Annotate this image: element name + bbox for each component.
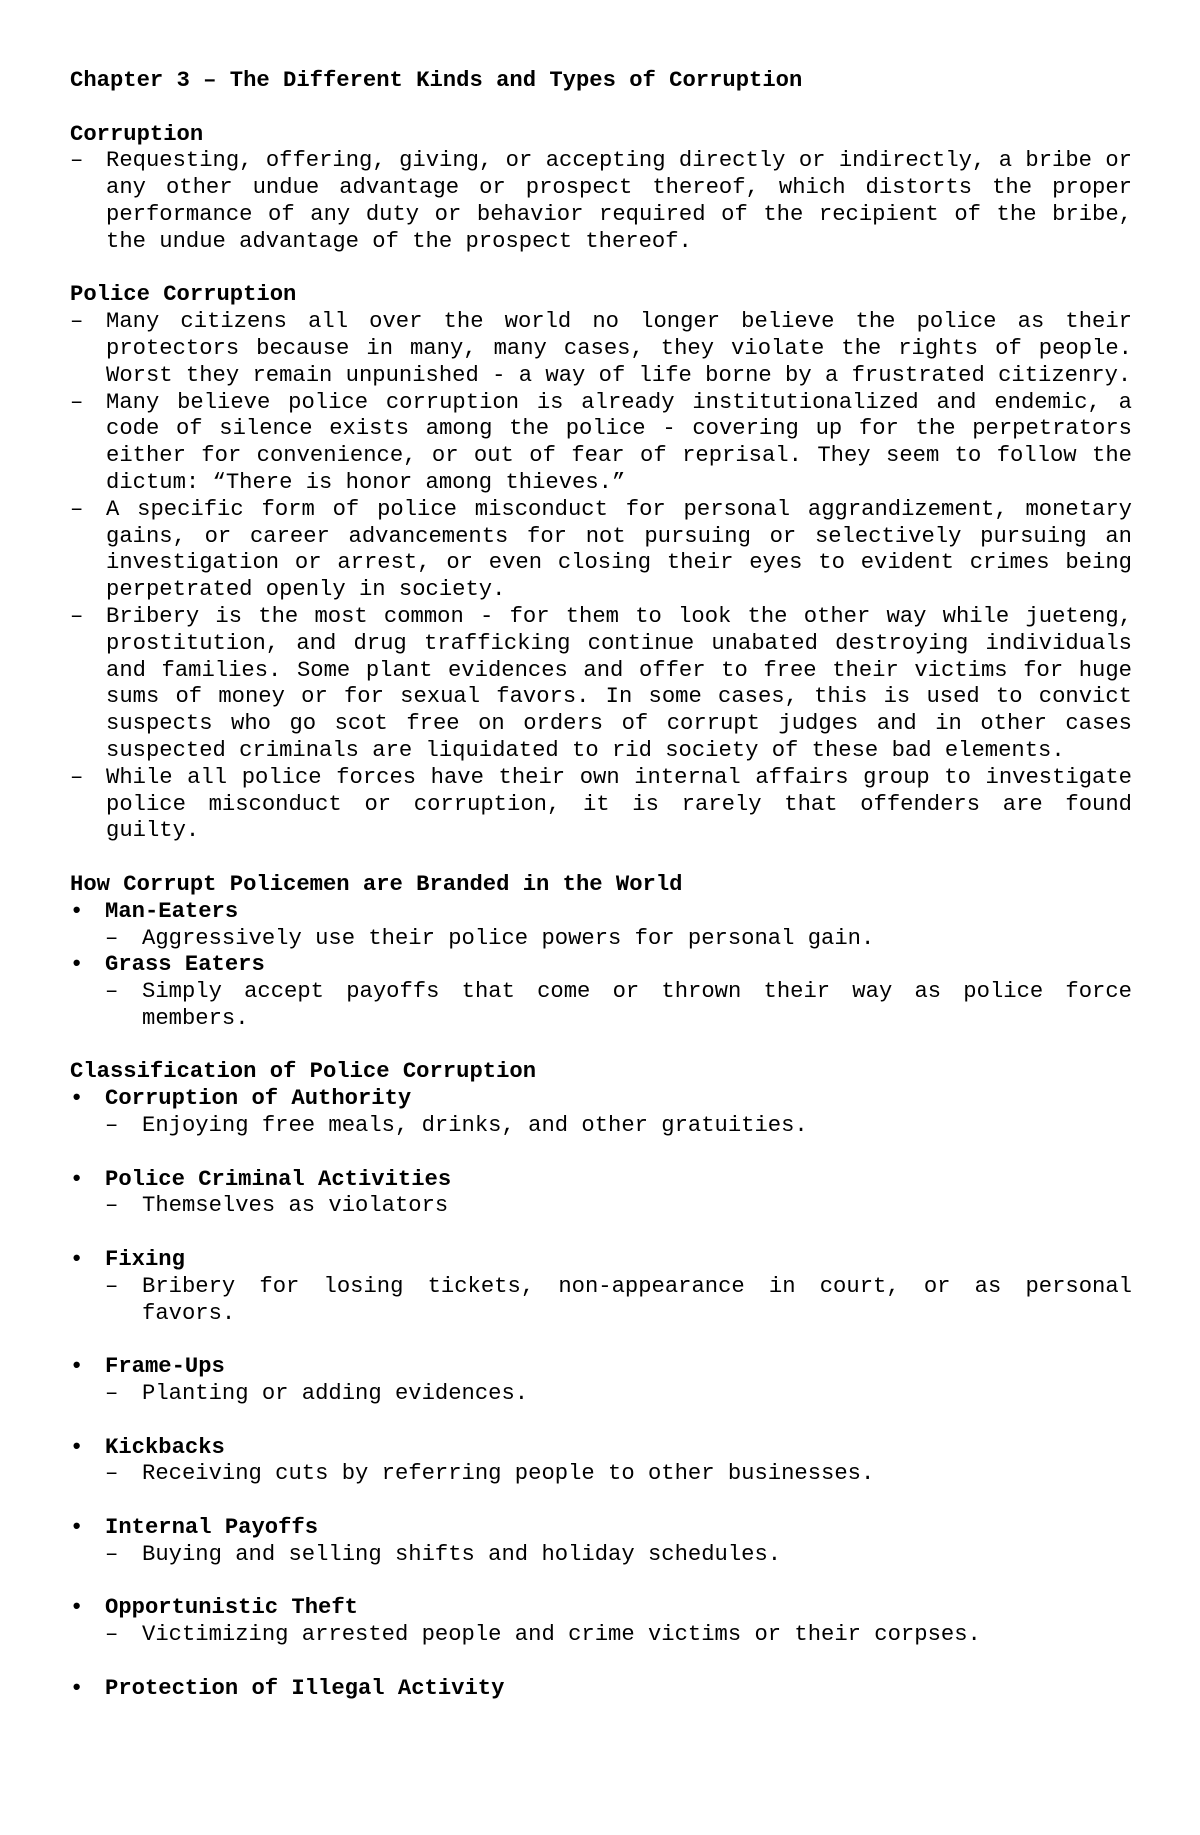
document-page [70,68,1132,1703]
section-heading: Corruption [70,121,204,147]
bullet-description [105,1622,1132,1649]
list-item-text: Many believe police corruption is already institutionalized and endemic, a code of silence exists among the police - covering up for the perpetrators either for convenience, or out of fear of reprisal. They seem to follow the dictum: “There is honor among thieves.” [106,389,1132,495]
section-classification [70,1059,1132,1702]
bullet-title: Man-Eaters [105,898,239,924]
list-item [70,390,1132,497]
description-text: Simply accept payoffs that come or thrown their way as police force members. [142,979,1132,1031]
description-text: Aggressively use their police powers for personal gain. [142,925,875,951]
classification-item [70,1515,1132,1569]
bullet-description [105,1542,1132,1569]
bullet-description [105,979,1132,1033]
list-item-text: Bribery is the most common - for them to look the other way while jueteng, prostitution, and drug trafficking continue unabated destroying individuals and families. Some plant evidences and offer to free their victims for huge sums of money or for sexual favors. In some cases, this is used to convict suspects who go scot free on orders of corrupt judges and in other cases suspected criminals are liquidated to rid society of these bad elements. [106,603,1132,763]
bullet-title: Kickbacks [105,1434,225,1460]
dash-marker: – [70,603,84,629]
dash-marker: – [105,1541,119,1567]
bullet-item-grass-eaters [70,952,1132,1032]
classification-item [70,1595,1132,1649]
bullet-title: Opportunistic Theft [105,1595,358,1621]
bullet-description [105,926,1132,953]
classification-item [70,1676,1132,1703]
dash-marker: – [70,764,84,790]
section-heading: How Corrupt Policemen are Branded in the World [70,871,683,897]
bullet-marker: • [70,952,84,978]
dash-marker: – [70,148,84,174]
list-item-text: While all police forces have their own internal affairs group to investigate police misconduct or corruption, it is rarely that offenders are found guilty. [106,764,1132,844]
bullet-marker: • [70,898,84,924]
section-corruption [70,122,1132,256]
bullet-title: Fixing [105,1247,185,1273]
description-text: Receiving cuts by referring people to other businesses. [142,1461,875,1487]
bullet-item-man-eaters [70,899,1132,953]
bullet-title: Police Criminal Activities [105,1166,452,1192]
classification-item [70,1086,1132,1140]
bullet-marker: • [70,1354,84,1380]
bullet-description [105,1461,1132,1488]
dash-marker: – [105,925,119,951]
section-branded [70,872,1132,1033]
dash-marker: – [105,1193,119,1219]
description-text: Bribery for losing tickets, non-appearance in court, or as personal favors. [142,1273,1132,1326]
bullet-description [105,1193,1132,1220]
bullet-description [105,1274,1132,1328]
bullet-marker: • [70,1515,84,1541]
dash-marker: – [70,496,84,522]
list-item-text: Many citizens all over the world no longer believe the police as their protectors because in many, many cases, they violate the rights of people. Worst they remain unpunished - a way of life borne by a frustrated citizenry. [106,309,1132,388]
classification-item [70,1167,1132,1221]
section-police-corruption [70,282,1132,845]
dash-marker: – [70,309,84,335]
bullet-description [105,1113,1132,1140]
dash-marker: – [105,1381,119,1407]
list-item-text: A specific form of police misconduct for personal aggrandizement, monetary gains, or career advancements for not pursuing or selectively pursuing an investigation or arrest, or even closing their eyes to evident crimes being perpetrated openly in society. [106,496,1132,603]
bullet-marker: • [70,1166,84,1192]
bullet-marker: • [70,1434,84,1460]
list-item [70,309,1132,389]
bullet-title: Grass Eaters [105,952,265,978]
list-item [70,604,1132,765]
bullet-marker: • [70,1675,84,1701]
definition-text: Requesting, offering, giving, or accepting directly or indirectly, a bribe or any other undue advantage or prospect thereof, which distorts the proper performance of any duty or behavior required of the recipient of the bribe, the undue advantage of the prospect thereof. [106,148,1132,254]
list-item [70,765,1132,845]
bullet-marker: • [70,1086,84,1112]
section-heading: Police Corruption [70,282,297,308]
definition-item [70,148,1132,255]
description-text: Buying and selling shifts and holiday schedules. [142,1541,782,1567]
section-heading: Classification of Police Corruption [70,1059,537,1085]
classification-item [70,1354,1132,1408]
dash-marker: – [105,1461,119,1487]
description-text: Enjoying free meals, drinks, and other gratuities. [142,1113,808,1139]
dash-marker: – [105,1273,119,1299]
classification-item [70,1247,1132,1327]
bullet-marker: • [70,1595,84,1621]
bullet-title: Protection of Illegal Activity [105,1675,505,1701]
dash-marker: – [105,1622,119,1648]
bullet-title: Internal Payoffs [105,1515,319,1541]
dash-marker: – [70,389,84,415]
dash-marker: – [105,979,119,1005]
description-text: Victimizing arrested people and crime victims or their corpses. [142,1622,981,1648]
bullet-marker: • [70,1247,84,1273]
bullet-title: Frame-Ups [105,1354,225,1380]
bullet-title: Corruption of Authority [105,1086,412,1112]
description-text: Themselves as violators [142,1193,449,1219]
dash-marker: – [105,1113,119,1139]
list-item [70,497,1132,604]
classification-item [70,1435,1132,1489]
description-text: Planting or adding evidences. [142,1381,529,1407]
chapter-title: Chapter 3 – The Different Kinds and Types of Corruption [70,68,803,93]
bullet-description [105,1381,1132,1408]
